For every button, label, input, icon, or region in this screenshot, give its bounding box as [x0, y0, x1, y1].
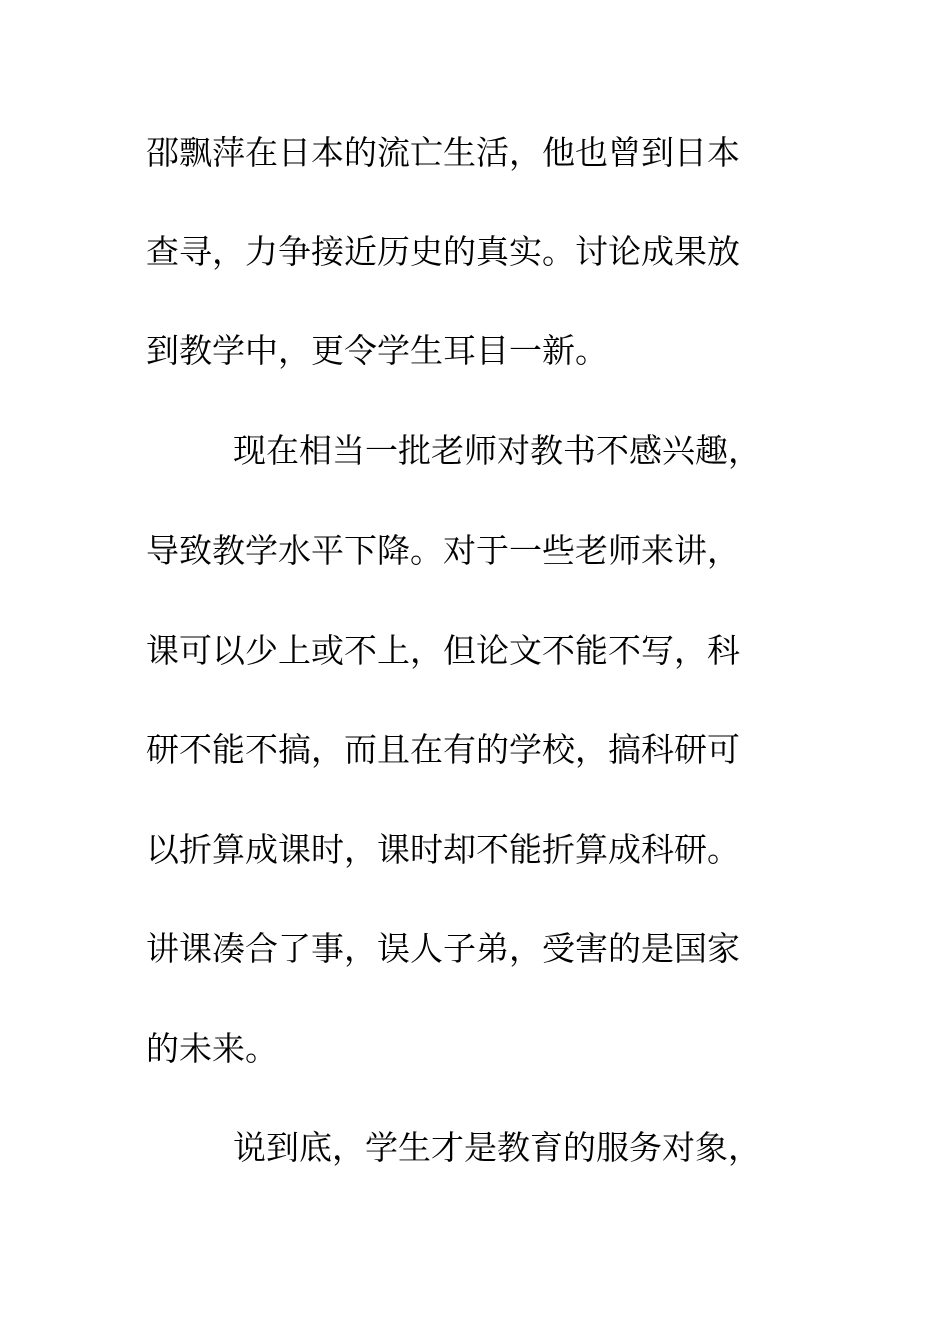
text-line-9: 讲课凑合了事，误人子弟，受害的是国家	[146, 929, 740, 968]
text-line-2: 查寻，力争接近历史的真实。讨论成果放	[146, 232, 740, 271]
text-line-3: 到教学中，更令学生耳目一新。	[146, 331, 608, 370]
text-line-4: 现在相当一批老师对教书不感兴趣，	[233, 431, 761, 470]
text-line-7: 研不能不搞，而且在有的学校，搞科研可	[146, 730, 740, 769]
text-line-5: 导致教学水平下降。对于一些老师来讲，	[146, 531, 740, 570]
text-line-11: 说到底，学生才是教育的服务对象，	[233, 1128, 761, 1167]
text-line-10: 的未来。	[146, 1029, 278, 1068]
text-line-6: 课可以少上或不上，但论文不能不写，科	[146, 631, 740, 670]
text-line-8: 以折算成课时，课时却不能折算成科研。	[146, 830, 740, 869]
text-line-1: 邵飘萍在日本的流亡生活，他也曾到日本	[146, 133, 740, 172]
